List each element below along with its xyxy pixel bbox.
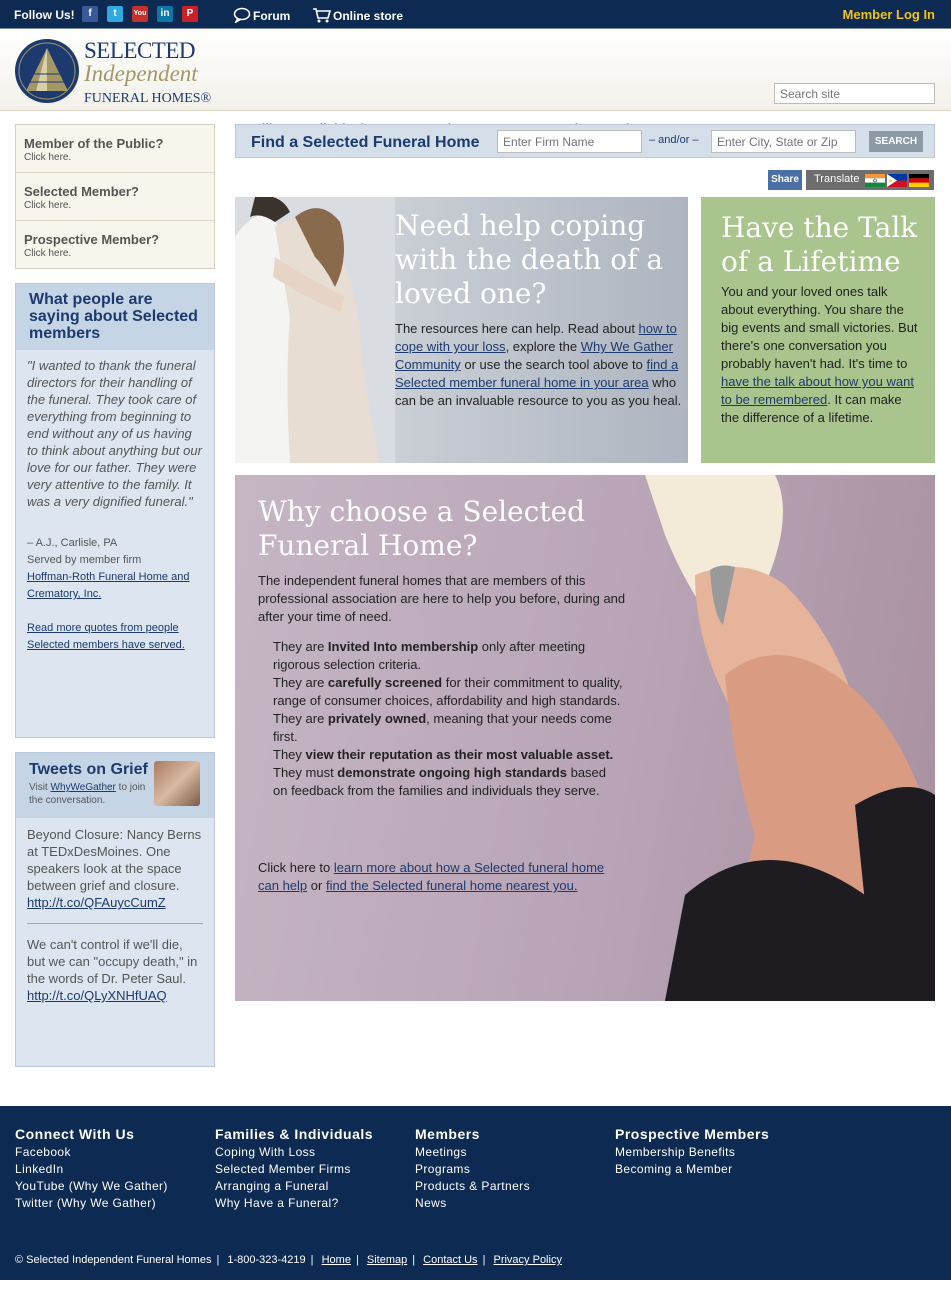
member-login-link[interactable]: Member Log In <box>842 7 935 22</box>
footer-link[interactable]: News <box>415 1196 447 1210</box>
footer-link[interactable]: Products & Partners <box>415 1179 530 1193</box>
online-store-label: Online store <box>333 9 404 23</box>
copyright-text: © Selected Independent Funeral Homes <box>15 1254 212 1266</box>
tweets-subtext: Visit WhyWeGather to join the conversation. <box>29 782 146 806</box>
shopping-cart-icon <box>312 7 331 23</box>
speech-bubble-icon <box>233 7 251 23</box>
testimonial-author: – A.J., Carlisle, PA <box>27 537 118 549</box>
philippines-flag-icon <box>887 174 907 187</box>
firm-name-input[interactable] <box>497 130 642 153</box>
menu-item-selected-member[interactable] <box>16 173 214 221</box>
site-logo[interactable] <box>14 34 214 109</box>
logo-line-funeral-homes: FUNERAL HOMES® <box>84 91 212 106</box>
find-funeral-home-bar <box>235 124 935 158</box>
footer-link[interactable]: Programs <box>415 1162 471 1176</box>
talk-of-lifetime-card <box>701 197 935 463</box>
site-footer <box>0 1106 951 1280</box>
coping-help-card <box>235 197 688 463</box>
phone-number: 1-800-323-4219 <box>227 1254 306 1266</box>
why-card-intro: The independent funeral homes that are members of this professional association are here to help you before, during and after your time of need. <box>258 573 626 624</box>
youtube-icon[interactable]: You <box>132 6 148 22</box>
find-member-home-link[interactable]: find a Selected member funeral home in your area <box>395 357 679 390</box>
logo-line-selected: SELECTED <box>84 38 195 63</box>
top-bar <box>0 0 951 29</box>
tweet-text: We can't control if we'll die, but we can "occupy death," in the words of Dr. Peter Saul. <box>27 937 198 986</box>
tweets-header <box>16 753 214 818</box>
tweet-item <box>16 936 214 1004</box>
footer-column-connect <box>15 1126 168 1212</box>
talk-card-title: Have the Talk of a Lifetime <box>721 211 918 278</box>
footer-contact-link[interactable]: Contact Us <box>423 1254 478 1266</box>
find-bar-label: Find a Selected Funeral Home <box>251 134 480 151</box>
footer-link[interactable]: Twitter (Why We Gather) <box>15 1196 157 1210</box>
embracing-couple-image <box>235 197 395 463</box>
tweets-heading: Tweets on Grief <box>29 761 148 778</box>
visitor-type-menu <box>15 124 215 269</box>
forum-label: Forum <box>253 9 291 23</box>
benefit-item: They view their reputation as their most valuable asset. <box>273 747 614 762</box>
footer-heading: Prospective Members <box>615 1126 770 1142</box>
benefit-item: They must demonstrate ongoing high standards based on feedback from the families and individuals they serve. <box>273 765 607 798</box>
member-firm-link[interactable]: Hoffman-Roth Funeral Home and Crematory, Inc. <box>27 571 190 600</box>
tweets-thumbnail <box>154 761 200 806</box>
translate-button[interactable] <box>806 170 934 190</box>
tweet-item <box>16 826 214 911</box>
have-the-talk-link[interactable]: have the talk about how you want to be remembered <box>721 374 914 407</box>
linkedin-icon[interactable]: in <box>157 6 173 22</box>
footer-link[interactable]: YouTube (Why We Gather) <box>15 1179 168 1193</box>
menu-item-subtitle: Click here. <box>24 248 72 259</box>
footer-link[interactable]: Meetings <box>415 1145 467 1159</box>
tweets-panel <box>15 752 215 1067</box>
footer-link[interactable]: Arranging a Funeral <box>215 1179 329 1193</box>
menu-item-title: Prospective Member? <box>24 232 160 247</box>
learn-more-link[interactable]: learn more about how a Selected funeral home can help <box>258 860 605 893</box>
share-button[interactable]: Share <box>768 170 802 190</box>
translate-label: Translate <box>814 173 860 185</box>
benefit-item: They are Invited Into membership only after meeting rigorous selection criteria. <box>273 639 586 672</box>
why-card-outro: Click here to learn more about how a Selected funeral home can help or find the Selected funeral home nearest you. <box>258 860 605 893</box>
menu-item-prospective-member[interactable] <box>16 221 214 269</box>
site-search-input[interactable] <box>774 83 935 104</box>
testimonial-quote: "I wanted to thank the funeral directors for their handling of the funeral. They took care of everything from beginning to end without any of us having to think about anything but our love for our father. They were very attentive to the family. It was a very dignified funeral." <box>27 358 202 509</box>
footer-link[interactable]: Membership Benefits <box>615 1145 736 1159</box>
menu-item-title: Member of the Public? <box>24 136 164 151</box>
why-choose-card <box>235 475 935 1001</box>
footer-link[interactable]: Facebook <box>15 1145 71 1159</box>
and-or-label: – and/or – <box>649 134 699 146</box>
whywegather-link[interactable]: WhyWeGather <box>50 782 116 793</box>
footer-privacy-link[interactable]: Privacy Policy <box>493 1254 562 1266</box>
clasped-hands-image <box>625 475 935 1001</box>
footer-link[interactable]: Coping With Loss <box>215 1145 316 1159</box>
city-state-zip-input[interactable] <box>711 130 856 153</box>
menu-item-title: Selected Member? <box>24 184 139 199</box>
footer-heading: Families & Individuals <box>215 1126 374 1142</box>
menu-item-subtitle: Click here. <box>24 152 72 163</box>
online-store-link[interactable] <box>312 7 403 23</box>
tweet-link[interactable]: http://t.co/QFAuycCumZ <box>27 895 166 910</box>
footer-link[interactable]: Why Have a Funeral? <box>215 1196 339 1210</box>
footer-home-link[interactable]: Home <box>321 1254 351 1266</box>
find-nearest-link[interactable]: find the Selected funeral home nearest you. <box>325 878 578 893</box>
benefit-item: They are carefully screened for their commitment to quality, range of consumer choices, affordability and high standards. <box>273 675 623 708</box>
why-card-title: Why choose a Selected Funeral Home? <box>258 495 586 562</box>
facebook-icon[interactable]: f <box>82 6 98 22</box>
footer-heading: Members <box>415 1126 480 1142</box>
menu-item-member-of-public[interactable] <box>16 125 214 173</box>
footer-column-members <box>415 1126 530 1212</box>
india-flag-icon <box>865 174 885 187</box>
coping-card-body: The resources here can help. Read about how to cope with your loss, explore the Why We Gather Community or use the search tool above to find a Selected member funeral home in your area who can be an invaluable resource to you as you heal. <box>395 321 682 408</box>
tweet-divider <box>27 923 203 924</box>
footer-legal-bar: © Selected Independent Funeral Homes | 1-800-323-4219 | Home | Sitemap | Contact Us | Privacy Policy <box>15 1254 562 1266</box>
follow-us-label: Follow Us! <box>14 8 75 22</box>
tweet-link[interactable]: http://t.co/QLyXNHfUAQ <box>27 988 167 1003</box>
testimonials-heading: What people are saying about Selected members <box>16 284 214 350</box>
footer-column-prospective <box>615 1126 769 1178</box>
search-button[interactable]: SEARCH <box>869 131 923 152</box>
cope-with-loss-link[interactable]: how to cope with your loss <box>395 321 677 354</box>
why-benefits-list <box>273 638 623 800</box>
tweet-text: Beyond Closure: Nancy Berns at TEDxDesMoines. One speakers look at the space between grief and closure. <box>27 827 202 893</box>
testimonials-panel <box>15 283 215 738</box>
twitter-icon[interactable]: t <box>107 6 123 22</box>
benefit-item: They are privately owned, meaning that your needs come first. <box>273 711 612 744</box>
footer-heading: Connect With Us <box>15 1126 135 1142</box>
read-more-quotes-link[interactable]: Read more quotes from people Selected members have served. <box>27 622 185 651</box>
menu-item-subtitle: Click here. <box>24 200 72 211</box>
why-we-gather-link[interactable]: Why We Gather Community <box>395 339 673 372</box>
talk-card-body: You and your loved ones talk about everything. You share the big events and small victories. But there's one conversation you probably haven't had. It's time to have the talk about how you want to be remembered. It can make the difference of a lifetime. <box>721 284 918 425</box>
footer-link[interactable]: Selected Member Firms <box>215 1162 351 1176</box>
footer-sitemap-link[interactable]: Sitemap <box>366 1254 408 1266</box>
pyramid-seal-icon <box>14 36 80 106</box>
logo-line-independent: Independent <box>84 61 198 86</box>
germany-flag-icon <box>909 174 929 187</box>
footer-link[interactable]: LinkedIn <box>15 1162 64 1176</box>
forum-link[interactable] <box>233 7 290 23</box>
testimonial-attribution <box>16 510 214 603</box>
footer-link[interactable]: Becoming a Member <box>615 1162 733 1176</box>
coping-card-title: Need help coping with the death of a loved one? <box>395 209 664 310</box>
pinterest-icon[interactable]: P <box>182 6 198 22</box>
served-by-label: Served by member firm <box>27 554 142 566</box>
footer-column-families <box>215 1126 373 1212</box>
